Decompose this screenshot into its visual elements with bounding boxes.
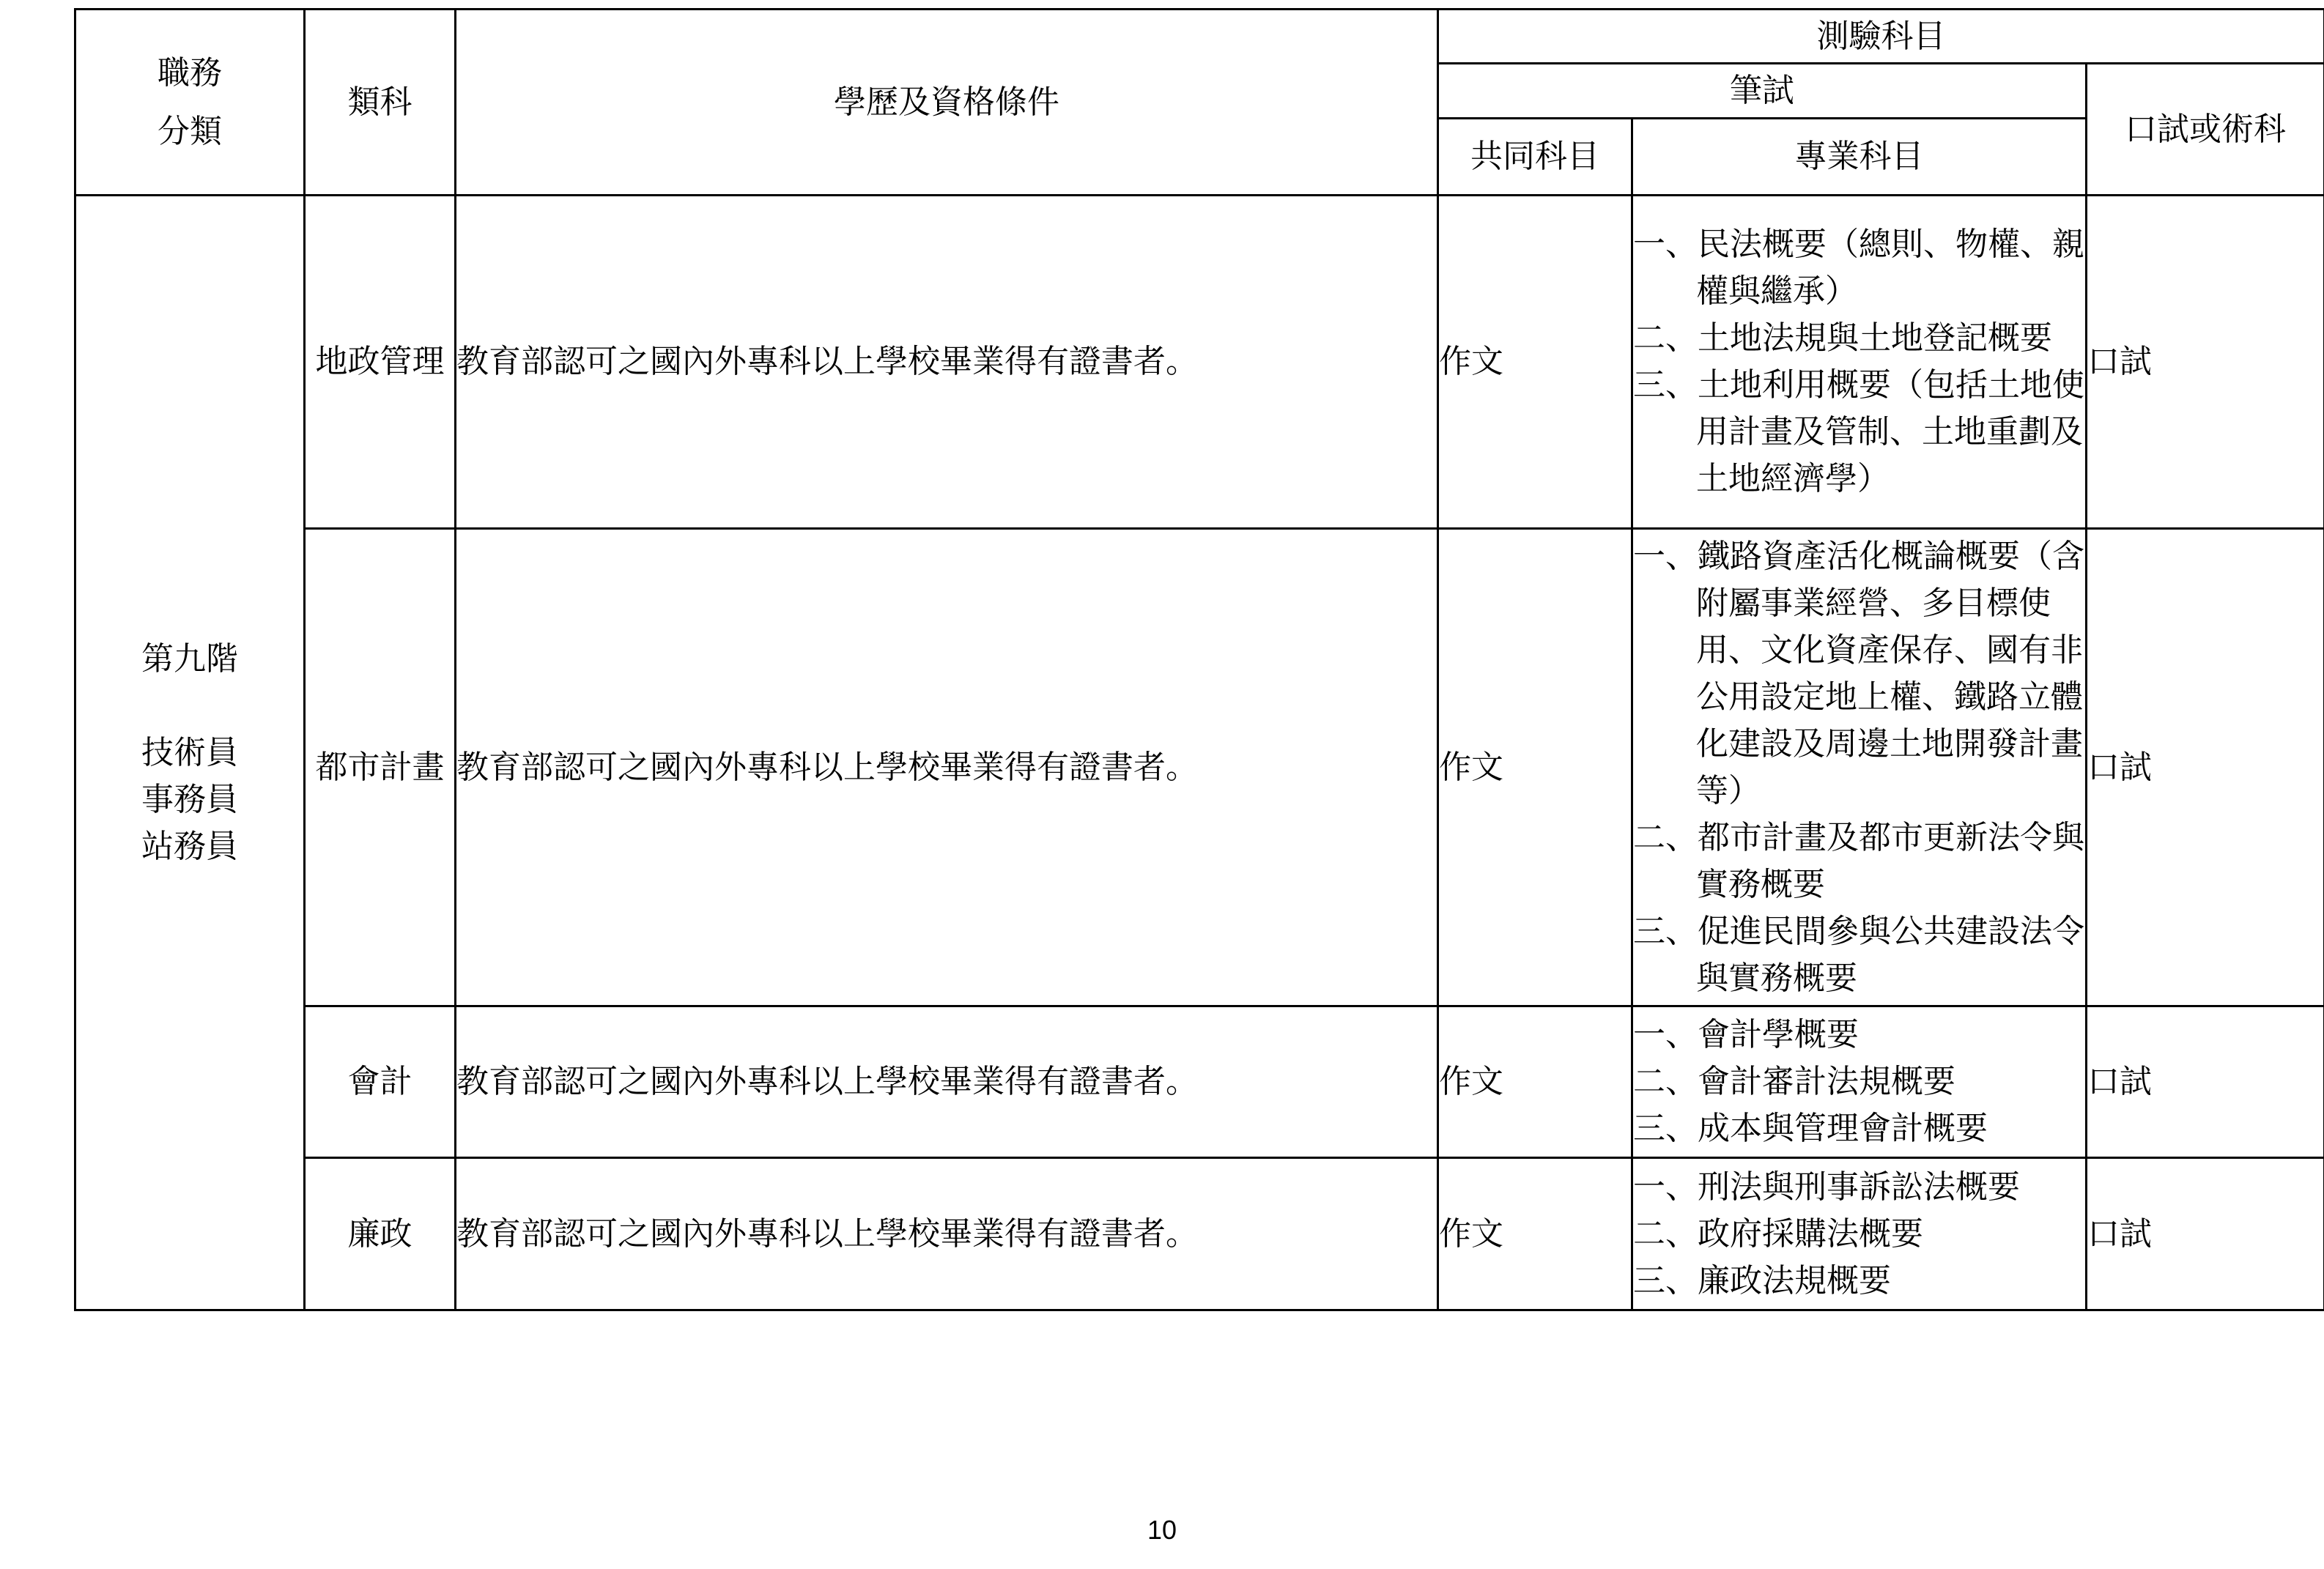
category-position: 事務員: [141, 780, 238, 818]
qualification-cell: 教育部認可之國內外專科以上學校畢業得有證書者。: [456, 1006, 1438, 1158]
qualification-cell: 教育部認可之國內外專科以上學校畢業得有證書者。: [456, 196, 1438, 529]
table-row: [75, 529, 2324, 1006]
qualification-cell: 教育部認可之國內外專科以上學校畢業得有證書者。: [456, 1158, 1438, 1310]
header-oral: 口試或術科: [2087, 64, 2324, 196]
category-level: 第九階: [141, 639, 238, 678]
subject-item: 三、促進民間參與公共建設法令與實務概要: [1633, 912, 2084, 997]
professional-subjects-cell: [1632, 196, 2087, 529]
subject-item: 二、會計審計法規概要: [1633, 1063, 1955, 1100]
oral-cell: 口試: [2087, 1158, 2324, 1310]
oral-cell: 口試: [2087, 196, 2324, 529]
header-common: 共同科目: [1438, 119, 1632, 196]
oral-cell: 口試: [2087, 529, 2324, 1006]
subject-item: 三、成本與管理會計概要: [1633, 1110, 1988, 1147]
category-cell: [75, 196, 305, 1310]
professional-subjects-cell: [1632, 1158, 2087, 1310]
exam-subjects-table: [74, 8, 2324, 1311]
common-subject-cell: 作文: [1438, 529, 1632, 1006]
category-position: 站務員: [141, 827, 238, 865]
subject-item: 二、土地法規與土地登記概要: [1633, 319, 2052, 357]
professional-subjects-cell: [1632, 529, 2087, 1006]
header-written: 筆試: [1438, 64, 2087, 119]
subject-item: 一、鐵路資產活化概論概要（含附屬事業經營、多目標使用、文化資產保存、國有非公用設定地上權、鐵路立體化建設及周邊土地開發計畫等）: [1633, 537, 2084, 809]
header-type: 類科: [305, 10, 456, 196]
table-row: [75, 196, 2324, 529]
oral-cell: 口試: [2087, 1006, 2324, 1158]
category-position: 技術員: [141, 733, 238, 771]
common-subject-cell: 作文: [1438, 196, 1632, 529]
subject-item: 二、都市計畫及都市更新法令與實務概要: [1633, 818, 2084, 903]
type-cell: 地政管理: [305, 196, 456, 529]
header-qualification: 學歷及資格條件: [456, 10, 1438, 196]
type-cell: 都市計畫: [305, 529, 456, 1006]
common-subject-cell: 作文: [1438, 1006, 1632, 1158]
header-category: 職務 分類: [75, 10, 305, 196]
qualification-cell: 教育部認可之國內外專科以上學校畢業得有證書者。: [456, 529, 1438, 1006]
subject-item: 一、民法概要（總則、物權、親權與繼承）: [1633, 226, 2084, 310]
professional-subjects-cell: [1632, 1006, 2087, 1158]
subject-item: 一、會計學概要: [1633, 1016, 1859, 1053]
subject-item: 一、刑法與刑事訴訟法概要: [1633, 1168, 2020, 1206]
subject-item: 三、土地利用概要（包括土地使用計畫及管制、土地重劃及土地經濟學）: [1633, 366, 2084, 497]
common-subject-cell: 作文: [1438, 1158, 1632, 1310]
type-cell: 會計: [305, 1006, 456, 1158]
subject-item: 三、廉政法規概要: [1633, 1261, 1891, 1299]
table-row: [75, 1006, 2324, 1158]
header-professional: 專業科目: [1632, 119, 2087, 196]
type-cell: 廉政: [305, 1158, 456, 1310]
page-number: 10: [1147, 1515, 1177, 1545]
table-row: [75, 1158, 2324, 1310]
subject-item: 二、政府採購法概要: [1633, 1214, 1923, 1253]
header-subjects: 測驗科目: [1438, 10, 2324, 64]
